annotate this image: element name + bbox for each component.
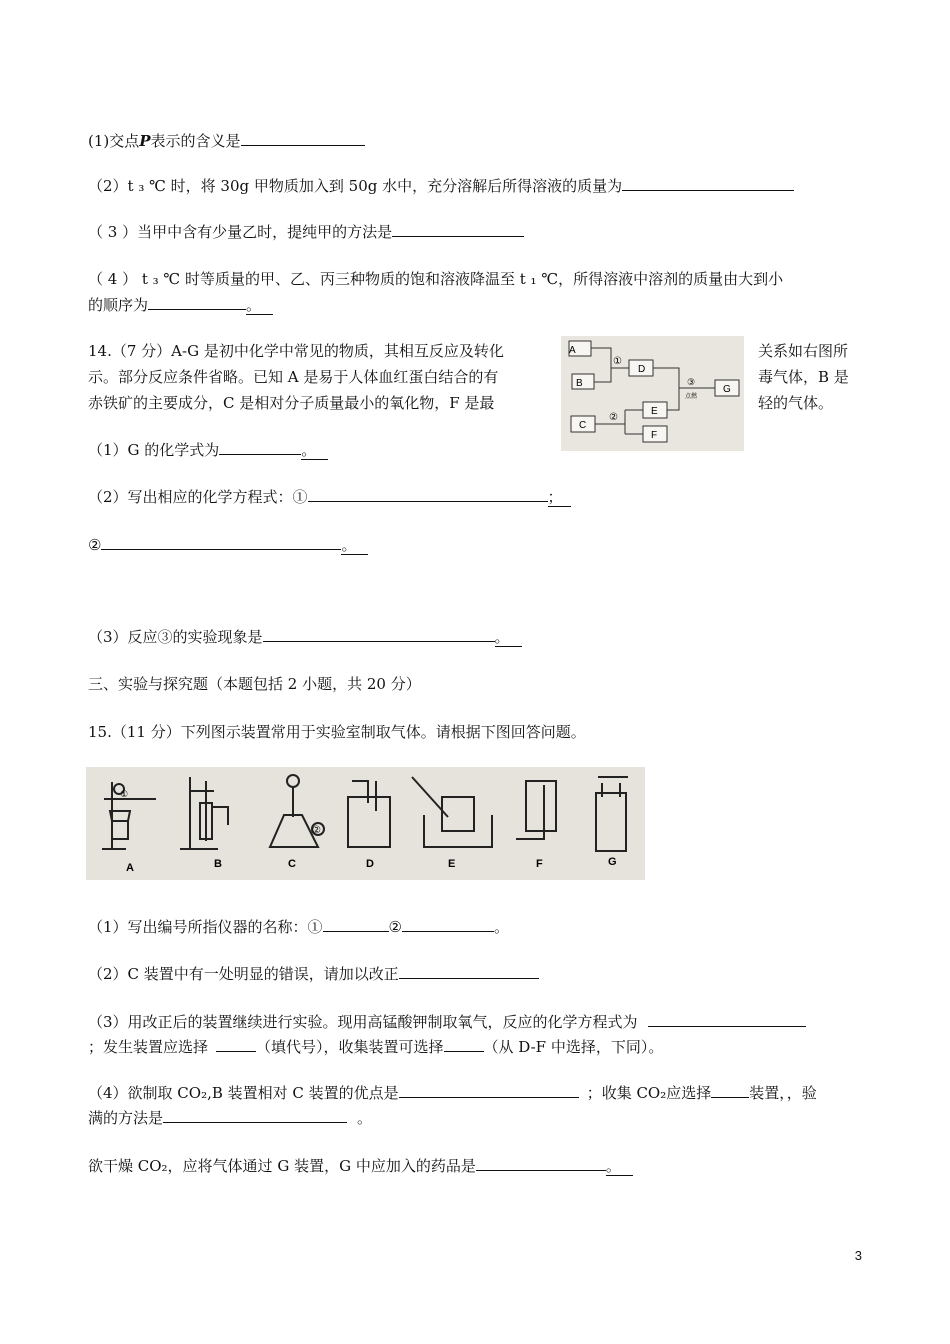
period: 。 [606,1157,633,1176]
q15-sub3-text2: ；发生装置应选择 [88,1038,209,1056]
q15-title-text: 15.（11 分）下列图示装置常用于实验室制取气体。请根据下图回答问题。 [88,723,586,741]
q14-stem-right-text2: 毒气体，B 是 [758,368,849,386]
q13-part4-line2 [88,294,273,315]
answer-blank[interactable] [216,1036,256,1052]
q13-part1-var: P [139,132,151,150]
period: 。 [495,628,522,647]
q14-sub3 [88,626,522,647]
page-number: 3 [854,1248,862,1263]
box-c-label: C [579,420,587,431]
q14-sub2 [88,486,571,507]
period: 。 [301,441,328,460]
q14-sub1-text: （1）G 的化学式为 [88,441,220,459]
q15-sub4-text: （4）欲制取 CO₂,B 装置相对 C 装置的优点是 [88,1084,399,1102]
answer-blank[interactable] [399,1082,579,1098]
q15-sub1-mark2: ② [388,918,402,936]
answer-blank[interactable] [402,916,494,932]
reaction-mark-3: ③ [687,377,696,387]
apparatus-d-label: D [366,858,374,870]
q14-stem-right-text1: 关系如右图所 [758,342,849,360]
apparatus-g-label: G [608,856,617,868]
period: 。 [357,1109,373,1127]
apparatus-a-label: A [126,862,134,874]
q13-part2-text: （2）t ₃ ℃ 时，将 30g 甲物质加入到 50g 水中，充分溶解后所得溶液的质量为 [88,177,623,195]
q14-sub1 [88,439,328,460]
period: 。 [341,536,368,555]
answer-blank[interactable] [323,916,389,932]
answer-blank[interactable] [392,221,524,237]
q15-sub4-line1 [88,1082,817,1103]
answer-blank[interactable] [148,294,246,310]
reaction-diagram [561,336,744,451]
q15-sub4-text4: 满的方法是 [88,1109,164,1127]
reaction-condition-3: 点燃 [685,394,698,400]
q15-sub1-text: （1）写出编号所指仪器的名称：① [88,918,323,936]
q13-part3 [88,221,524,242]
answer-blank[interactable] [263,626,495,642]
answer-blank[interactable] [444,1036,484,1052]
q13-part4-text2: 的顺序为 [88,296,149,314]
apparatus-e-label: E [448,858,456,870]
q14-stem-text2: 示。部分反应条件省略。已知 A 是易于人体血红蛋白结合的有 [88,368,499,386]
period: 。 [246,296,273,315]
answer-blank[interactable] [399,963,539,979]
figure-mark-1: ① [120,789,129,799]
q13-part2 [88,175,794,196]
lab-apparatus-figure [86,767,645,880]
box-d-label: D [638,364,646,375]
box-a-label: A [569,345,576,356]
q14-stem-right3 [758,393,833,413]
section-3-heading [88,674,421,694]
q15-sub1 [88,916,509,937]
answer-blank[interactable] [622,175,794,191]
q15-sub3-text: （3）用改正后的装置继续进行实验。现用高锰酸钾制取氧气，反应的化学方程式为 [88,1013,638,1031]
q14-sub2-text: （2）写出相应的化学方程式：① [88,488,308,506]
q15-sub4-line2 [88,1107,372,1128]
q14-stem-line3 [88,393,494,413]
q15-sub3-text3: （填代号），收集装置可选择 [256,1038,444,1056]
q14-sub2-eq2 [88,534,368,555]
q14-stem-right1 [758,341,848,361]
q13-part1-text: (1)交点 [88,132,140,150]
q15-sub4-text3: 装置，，验 [749,1084,817,1102]
q14-stem-text1: 14.（7 分）A-G 是初中化学中常见的物质，其相互反应及转化 [88,342,504,360]
q14-stem-right2 [758,367,849,387]
q14-eq2-mark: ② [88,536,102,554]
apparatus-c-label: C [288,858,296,870]
q13-part4-text: （ 4 ） t ₃ ℃ 时等质量的甲、乙、丙三种物质的饱和溶液降温至 t ₁ ℃，所得溶液中溶剂的质量由大到小 [88,270,784,288]
q14-sub3-text: （3）反应③的实验现象是 [88,628,263,646]
answer-blank[interactable] [711,1082,749,1098]
q14-stem-line2 [88,367,498,387]
period: 。 [494,918,510,936]
answer-blank[interactable] [219,439,301,455]
q15-sub4-text2: ；收集 CO₂应选择 [586,1084,712,1102]
answer-blank[interactable] [308,486,548,502]
q15-sub2-text: （2）C 装置中有一处明显的错误，请加以改正 [88,965,399,983]
semicolon: ； [548,488,571,507]
apparatus-b-label: B [214,858,222,870]
q13-part3-text: （ 3 ）当甲中含有少量乙时，提纯甲的方法是 [88,223,393,241]
answer-blank[interactable] [241,130,365,146]
q15-title [88,722,586,742]
box-g-label: G [723,384,731,395]
box-f-label: F [651,430,658,441]
answer-blank[interactable] [163,1107,347,1123]
q15-sub2 [88,963,539,984]
q15-sub3-line2 [88,1036,663,1057]
q13-part1-tail: 表示的含义是 [150,132,241,150]
box-b-label: B [576,378,583,389]
q15-sub3-text4: （从 D-F 中选择，下同）。 [483,1038,664,1056]
q15-sub3-line1 [88,1011,806,1032]
reaction-mark-2: ② [609,412,618,423]
answer-blank[interactable] [476,1155,606,1171]
q15-sub5-text: 欲干燥 CO₂，应将气体通过 G 装置，G 中应加入的药品是 [88,1157,476,1175]
section-3-text: 三、实验与探究题（本题包括 2 小题，共 20 分） [88,675,421,693]
figure-mark-2: ② [312,825,321,836]
answer-blank[interactable] [101,534,341,550]
q14-stem-text3: 赤铁矿的主要成分，C 是相对分子质量最小的氧化物，F 是最 [88,394,495,412]
answer-blank[interactable] [648,1011,806,1027]
q13-part4-line1 [88,269,783,289]
apparatus-f-label: F [536,858,543,870]
q14-stem-line1 [88,341,504,361]
q15-sub5 [88,1155,633,1176]
q13-part1 [88,130,365,151]
box-e-label: E [651,406,658,417]
q14-stem-right-text3: 轻的气体。 [758,394,834,412]
reaction-mark-1: ① [613,356,622,367]
